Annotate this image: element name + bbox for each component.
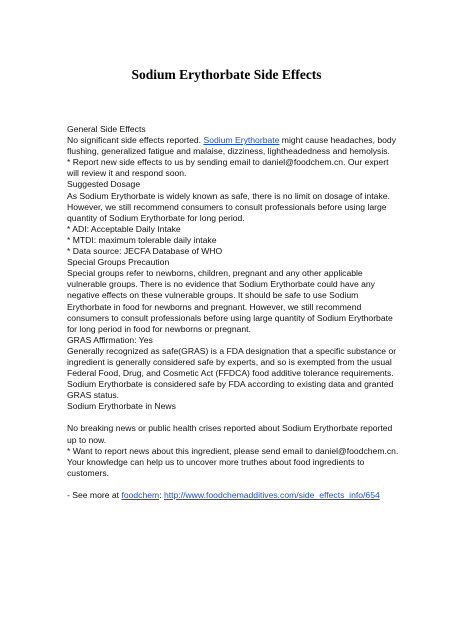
news-text: No breaking news or public health crises reported about Sodium Erythorbate reported up to now. xyxy=(67,423,393,445)
gras-text: Generally recognized as safe(GRAS) is a FDA designation that a specific substance or ingredient is generally considered safe by experts, and so is exempted from the usual Federal Food, Drug, and Cosmetic Act (FFDCA) food additive tolerance requirements. Sodium Erythorbate is considered safe by FDA according to existing data and granted GRAS status. xyxy=(67,345,397,401)
dosage-text: As Sodium Erythorbate is widely known as safe, there is no limit on dosage of intake. However, we still recommend consumers to consult professionals before using large quantity of Sodium Erythorbate for long period. xyxy=(67,190,390,223)
footer-separator: : xyxy=(159,489,164,500)
general-text-suffix: might cause headaches, body flushing, generalized fatigue and malaise, dizziness, lightheadedness and hemolysis. xyxy=(67,135,396,157)
dosage-heading: Suggested Dosage xyxy=(67,179,141,190)
paragraph-gap xyxy=(67,412,401,423)
document-title: Sodium Erythorbate Side Effects xyxy=(131,67,322,82)
special-heading: Special Groups Precaution xyxy=(67,257,170,268)
footer-line xyxy=(67,490,401,501)
document-body xyxy=(67,124,401,501)
sodium-erythorbate-link[interactable]: Sodium Erythorbate xyxy=(203,135,280,146)
news-report-note: * Want to report news about this ingredient, please send email to daniel@foodchem.cn. Your knowledge can help us to uncover more truthes about food ingredients to customers. xyxy=(67,445,399,478)
news-heading: Sodium Erythorbate in News xyxy=(67,401,176,412)
general-report-note: * Report new side effects to us by sending email to daniel@foodchem.cn. Our expert will review it and respond soon. xyxy=(67,157,389,179)
gras-heading: GRAS Affirmation: Yes xyxy=(67,334,153,345)
foodchem-link[interactable]: foodchem xyxy=(121,489,160,500)
dosage-mtdi: * MTDI: maximum tolerable daily intake xyxy=(67,234,217,245)
general-heading: General Side Effects xyxy=(67,124,146,134)
general-text-prefix: No significant side effects reported. xyxy=(67,135,204,146)
footer-prefix: - See more at xyxy=(67,489,122,500)
special-text: Special groups refer to newborns, children, pregnant and any other applicable vulnerable groups. There is no evidence that Sodium Erythorbate could have any negative effects on these vulnerable groups. It should be safe to use Sodium Erythorbate in food for newborns and pregnant. However, we still recommend consumers to consult professionals before using large quantity of Sodium Erythorbate for long period in food for newborns or pregnant. xyxy=(67,268,393,334)
side-effects-url-link[interactable]: http://www.foodchemadditives.com/side_effects_info/654 xyxy=(163,489,380,500)
dosage-source: * Data source: JECFA Database of WHO xyxy=(67,246,223,257)
general-paragraph xyxy=(67,135,401,157)
paragraph-gap xyxy=(67,479,401,490)
dosage-adi: * ADI: Acceptable Daily Intake xyxy=(67,223,181,234)
